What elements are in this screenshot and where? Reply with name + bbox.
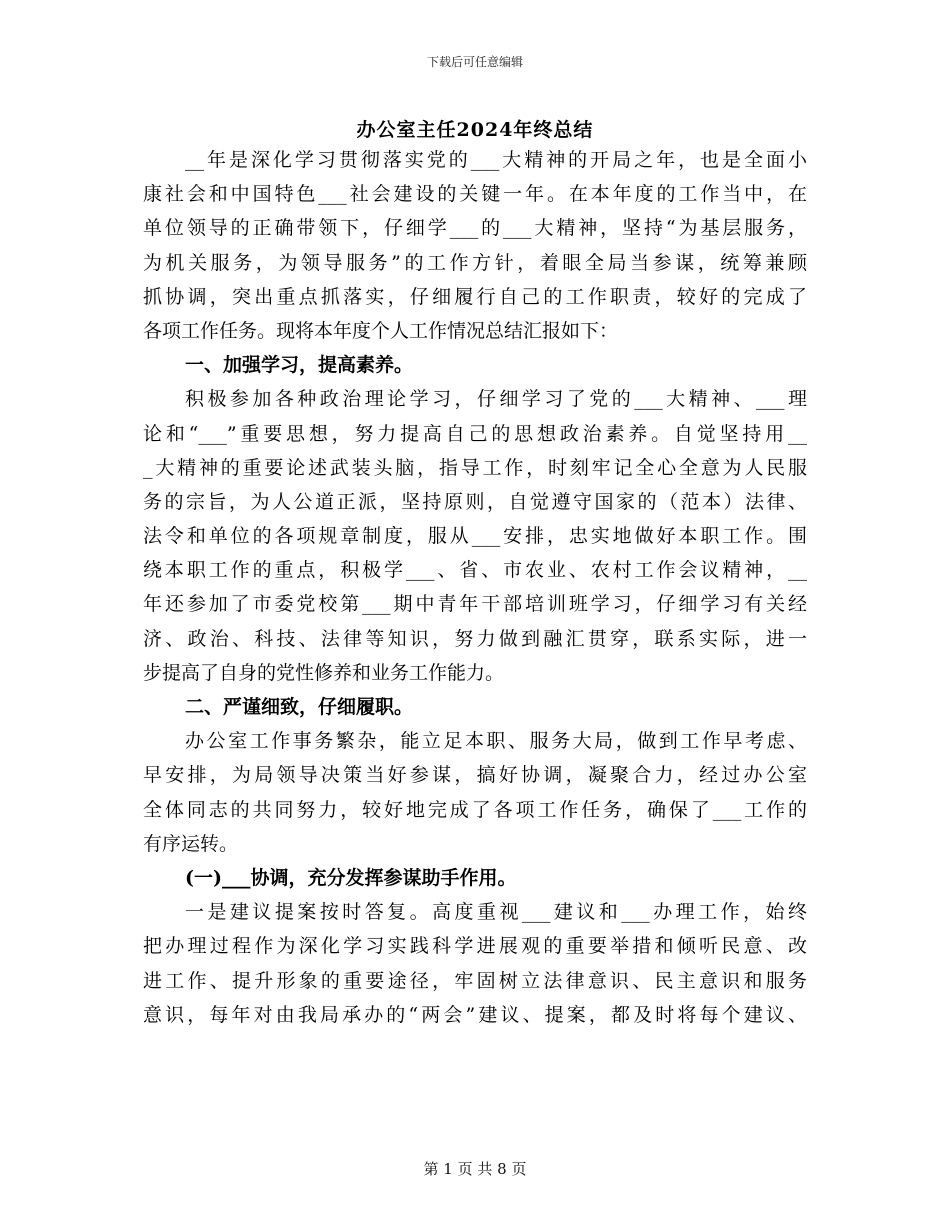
paragraph-line: 进工作、提升形象的重要途径，牢固树立法律意识、民主意识和服务 (143, 969, 807, 992)
paragraph-line: 康社会和中国特色___社会建设的关键一年。在本年度的工作当中，在 (143, 183, 807, 206)
subsection-heading: (一)___协调，充分发挥参谋助手作用。 (185, 866, 517, 889)
paragraph-line: 为机关服务，为领导服务”的工作方针，着眼全局当参谋，统筹兼顾 (143, 251, 807, 274)
section-heading: 二、严谨细致，仔细履职。 (185, 696, 414, 718)
paragraph-line: 意识，每年对由我局承办的“两会”建议、提案，都及时将每个建议、 (143, 1003, 807, 1026)
paragraph-line: __年是深化学习贯彻落实党的___大精神的开局之年，也是全面小 (185, 149, 807, 171)
paragraph-line: 各项工作任务。现将本年度个人工作情况总结汇报如下： (143, 319, 619, 342)
paragraph-line: 积极参加各种政治理论学习，仔细学习了党的___大精神、___理 (185, 388, 807, 411)
paragraph-line: 全体同志的共同努力，较好地完成了各项工作任务，确保了___工作的 (143, 798, 807, 821)
paragraph-line: 论和“___”重要思想，努力提高自己的思想政治素养。自觉坚持用__ (143, 422, 807, 445)
paragraph-line: _大精神的重要论述武装头脑，指导工作，时刻牢记全心全意为人民服 (143, 456, 807, 479)
paragraph-line: 办公室工作事务繁杂，能立足本职、服务大局，做到工作早考虑、 (185, 730, 807, 753)
paragraph-line: 有序运转。 (143, 832, 239, 855)
document-title: 办公室主任2024年终总结 (356, 119, 594, 141)
paragraph-line: 年还参加了市委党校第___期中青年干部培训班学习，仔细学习有关经 (143, 593, 807, 616)
paragraph-line: 务的宗旨，为人公道正派，坚持原则，自觉遵守国家的（范本）法律、 (143, 490, 807, 513)
paragraph-line: 单位领导的正确带领下，仔细学___的___大精神，坚持“为基层服务， (143, 217, 807, 240)
paragraph-line: 绕本职工作的重点，积极学___、省、市农业、农村工作会议精神，__ (143, 559, 807, 582)
paragraph-line: 一是建议提案按时答复。高度重视___建议和___办理工作，始终 (185, 901, 807, 924)
document-body (143, 143, 807, 1032)
paragraph-line: 法令和单位的各项规章制度，服从___安排，忠实地做好本职工作。围 (143, 525, 807, 548)
page-footer: 第 1 页 共 8 页 (423, 1160, 527, 1178)
paragraph-line: 把办理过程作为深化学习实践科学进展观的重要举措和倾听民意、改 (143, 935, 807, 958)
paragraph-line: 早安排，为局领导决策当好参谋，搞好协调，凝聚合力，经过办公室 (143, 764, 807, 787)
paragraph-line: 抓协调，突出重点抓落实，仔细履行自己的工作职责，较好的完成了 (143, 285, 807, 308)
section-heading: 一、加强学习，提高素养。 (185, 354, 414, 377)
paragraph-line: 济、政治、科技、法律等知识，努力做到融汇贯穿，联系实际，进一 (143, 627, 807, 650)
paragraph-line: 步提高了自身的党性修养和业务工作能力。 (143, 661, 505, 684)
page-header-note: 下载后可任意编辑 (426, 55, 523, 69)
